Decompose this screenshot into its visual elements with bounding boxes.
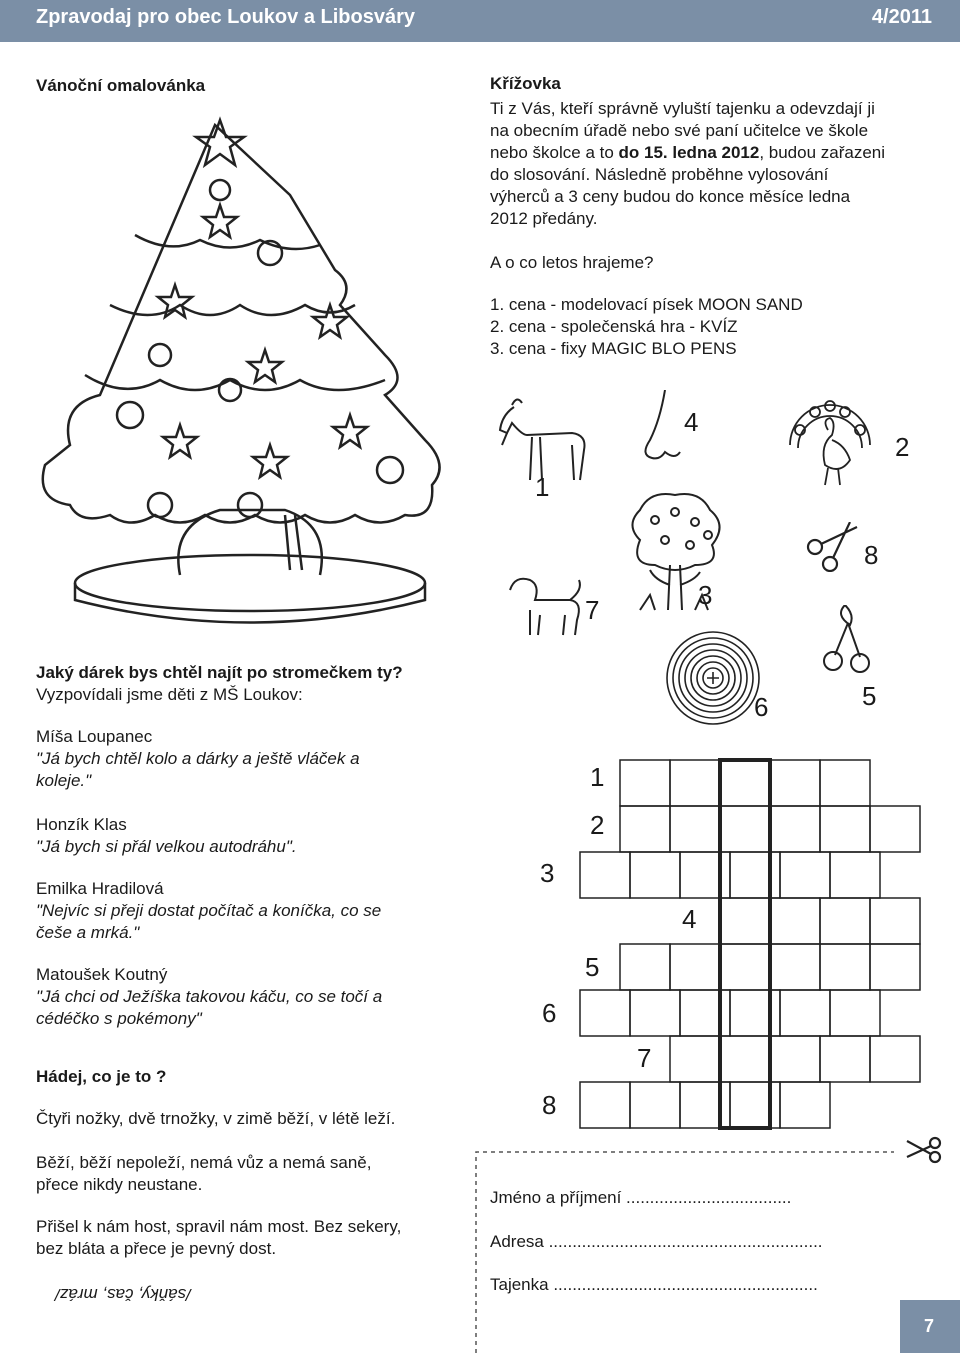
crossword-intro-6: 2012 předány.	[490, 209, 598, 228]
interview-question: Jaký dárek bys chtěl najít po stromečkem ty?	[36, 663, 403, 682]
prize-1: 1. cena - modelovací písek MOON SAND	[490, 295, 803, 314]
riddle-2: Běží, běží nepoleží, nemá vůz a nemá saně,	[36, 1153, 372, 1172]
kid-name: Matoušek Koutný	[36, 965, 168, 984]
address-field[interactable]: Adresa ..........................................................	[490, 1232, 823, 1251]
christmas-tree-illustration	[40, 105, 460, 635]
crossword-grid	[570, 755, 930, 1140]
page-number-box	[900, 1300, 960, 1353]
tree-icon	[620, 490, 730, 620]
scissors-icon	[805, 522, 860, 572]
clue-number-dog: 7	[585, 595, 600, 625]
crossword-intro-5: výherců a 3 ceny budou do konce měsíce ledna	[490, 187, 851, 206]
kid-name: Honzík Klas	[36, 815, 127, 834]
row-number-3: 3	[540, 858, 555, 888]
riddle-3-cont: bez bláta a přece je pevný dost.	[36, 1239, 277, 1258]
kid-name: Emilka Hradilová	[36, 879, 164, 898]
kid-quote: "Nejvíc si přeji dostat počítač a koníčka, co se	[36, 901, 382, 920]
crossword-intro-1: Ti z Vás, kteří správně vyluští tajenku a odevzdají ji	[490, 99, 875, 118]
kid-quote: "Já bych chtěl kolo a dárky a ještě vláček a	[36, 749, 360, 768]
intro-text: nebo školce a to	[490, 143, 619, 162]
crossword-heading: Křížovka	[490, 74, 561, 93]
row-number-4: 4	[682, 904, 697, 934]
page-number: 7	[924, 1316, 935, 1336]
coloring-heading: Vánoční omalovánka	[36, 76, 206, 95]
clue-number-target: 6	[754, 692, 769, 722]
clue-number-scissors: 8	[864, 540, 879, 570]
clue-number-goat: 1	[535, 472, 550, 502]
nose-icon	[640, 390, 690, 470]
kid-quote: cédéčko s pokémony"	[36, 1009, 202, 1028]
riddle-3: Přišel k nám host, spravil nám most. Bez sekery,	[36, 1217, 402, 1236]
newsletter-title: Zpravodaj pro obec Loukov a Libosváry	[36, 6, 415, 28]
kid-quote: koleje."	[36, 771, 92, 790]
prize-3: 3. cena - fixy MAGIC BLO PENS	[490, 339, 737, 358]
secret-field[interactable]: Tajenka ........................................................	[490, 1275, 818, 1294]
cherries-icon	[820, 605, 875, 675]
crossword-intro-2: na obecním úřadě nebo své paní učitelce ve škole	[490, 121, 869, 140]
kid-quote: "Já bych si přál velkou autodráhu".	[36, 837, 297, 856]
target-icon	[665, 630, 761, 726]
peacock-icon	[780, 390, 880, 490]
issue-number: 4/2011	[871, 6, 932, 28]
clue-number-nose: 4	[684, 407, 699, 437]
riddles-heading: Hádej, co je to ?	[36, 1067, 167, 1086]
clue-number-tree: 3	[698, 580, 713, 610]
scissors-cut-icon	[905, 1135, 945, 1165]
riddle-2-cont: přece nikdy neustane.	[36, 1175, 203, 1194]
interview-subtitle: Vyzpovídali jsme děti z MŠ Loukov:	[36, 685, 303, 704]
crossword-intro-3	[490, 142, 885, 163]
row-number-5: 5	[585, 952, 600, 982]
prize-2: 2. cena - společenská hra - KVÍZ	[490, 317, 738, 336]
riddle-answers: /sáňky, čas, mráz/	[55, 1285, 191, 1304]
row-number-6: 6	[542, 998, 557, 1028]
riddle-1: Čtyři nožky, dvě trnožky, v zimě běží, v létě leží.	[36, 1109, 396, 1128]
dog-icon	[505, 570, 585, 640]
page-header	[0, 0, 960, 42]
kid-quote: "Já chci od Ježíška takovou káču, co se točí a	[36, 987, 383, 1006]
row-number-2: 2	[590, 810, 605, 840]
clue-number-cherries: 5	[862, 681, 877, 711]
row-number-8: 8	[542, 1090, 557, 1120]
deadline: do 15. ledna 2012	[618, 143, 760, 162]
clue-number-peacock: 2	[895, 432, 910, 462]
row-number-1: 1	[590, 762, 605, 792]
kid-quote: češe a mrká."	[36, 923, 140, 942]
row-number-7: 7	[637, 1043, 652, 1073]
crossword-intro-4: do slosování. Následně proběhne vylosování	[490, 165, 829, 184]
intro-text: , budou zařazeni	[759, 143, 886, 162]
prize-question: A o co letos hrajeme?	[490, 253, 654, 272]
kid-name: Míša Loupanec	[36, 727, 153, 746]
name-field[interactable]: Jméno a příjmení ...................................	[490, 1188, 792, 1207]
